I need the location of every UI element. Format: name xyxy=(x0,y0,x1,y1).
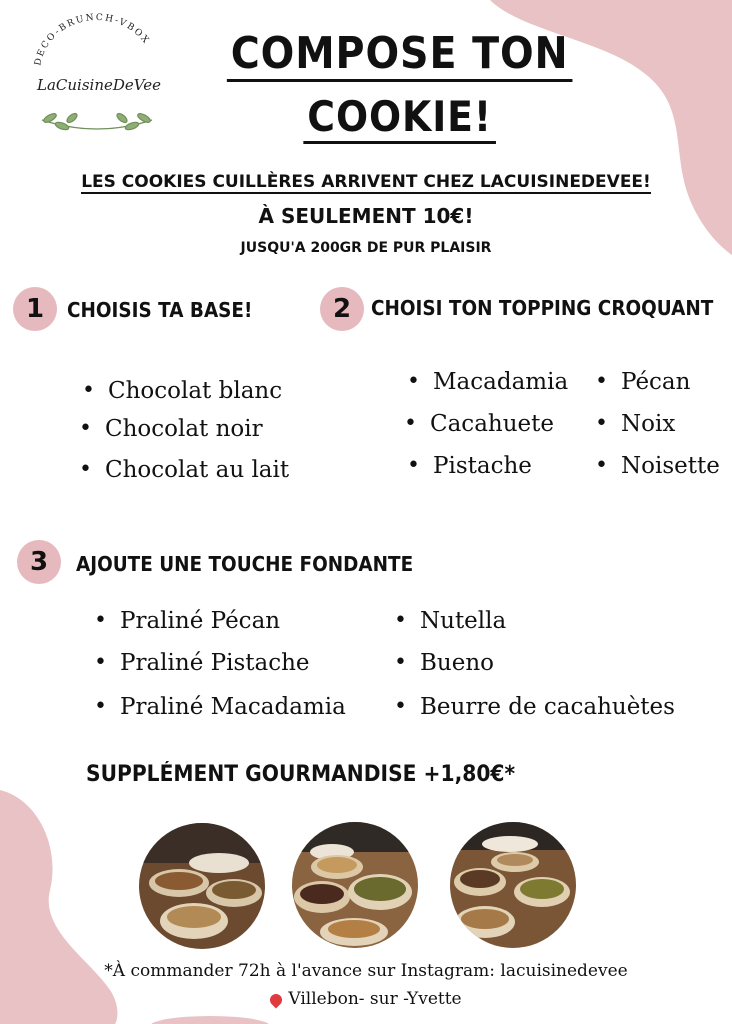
base-item: • Chocolat noir xyxy=(105,416,263,442)
footer-location xyxy=(0,989,732,1009)
cookie-photo xyxy=(450,822,576,948)
fondant-item: • Praliné Macadamia xyxy=(120,694,346,720)
section-title-base: CHOISIS TA BASE! xyxy=(67,298,253,322)
pink-blob-bottom-center xyxy=(150,1012,270,1024)
footer-order-note: *À commander 72h à l'avance sur Instagram: lacuisinedevee xyxy=(104,961,628,981)
topping-item: • Noix xyxy=(621,411,675,437)
base-item: • Chocolat au lait xyxy=(105,457,289,483)
topping-item: • Macadamia xyxy=(433,369,568,395)
brand-script-name: LaCuisineDeVee xyxy=(37,76,161,94)
topping-item: • Noisette xyxy=(621,453,720,479)
fondant-item: • Nutella xyxy=(420,608,506,634)
brand-arc-text: DECO-BRUNCH-VBOX xyxy=(33,12,152,67)
location-pin-icon xyxy=(268,991,285,1008)
page-title-line2: COOKIE! xyxy=(70,92,729,141)
topping-item: • Cacahuete xyxy=(430,411,554,437)
section-title-fondant: AJOUTE UNE TOUCHE FONDANTE xyxy=(76,552,414,576)
cookie-photo xyxy=(139,823,265,949)
topping-item: • Pécan xyxy=(621,369,690,395)
section-number-1: 1 xyxy=(13,287,57,331)
subtitle-announcement: LES COOKIES CUILLÈRES ARRIVENT CHEZ LACUISINEDEVEE! xyxy=(81,172,651,192)
fondant-item: • Bueno xyxy=(420,650,494,676)
fondant-item: • Praliné Pistache xyxy=(120,650,310,676)
subtitle-weight: JUSQU'A 200GR DE PUR PLAISIR xyxy=(240,240,492,256)
fondant-item: • Praliné Pécan xyxy=(120,608,280,634)
cookie-photo xyxy=(292,822,418,948)
fondant-item: • Beurre de cacahuètes xyxy=(420,694,675,720)
section-title-topping: CHOISI TON TOPPING CROQUANT xyxy=(371,296,714,320)
section-number-2: 2 xyxy=(320,287,364,331)
subtitle-price: À SEULEMENT 10€! xyxy=(258,204,474,228)
topping-item: • Pistache xyxy=(433,453,532,479)
base-item: • Chocolat blanc xyxy=(108,378,282,404)
section-number-3: 3 xyxy=(17,540,61,584)
page-title-line1: COMPOSE TON xyxy=(70,28,729,79)
location-text: Villebon- sur -Yvette xyxy=(288,989,462,1009)
supplement-note: SUPPLÉMENT GOURMANDISE +1,80€* xyxy=(86,762,516,787)
